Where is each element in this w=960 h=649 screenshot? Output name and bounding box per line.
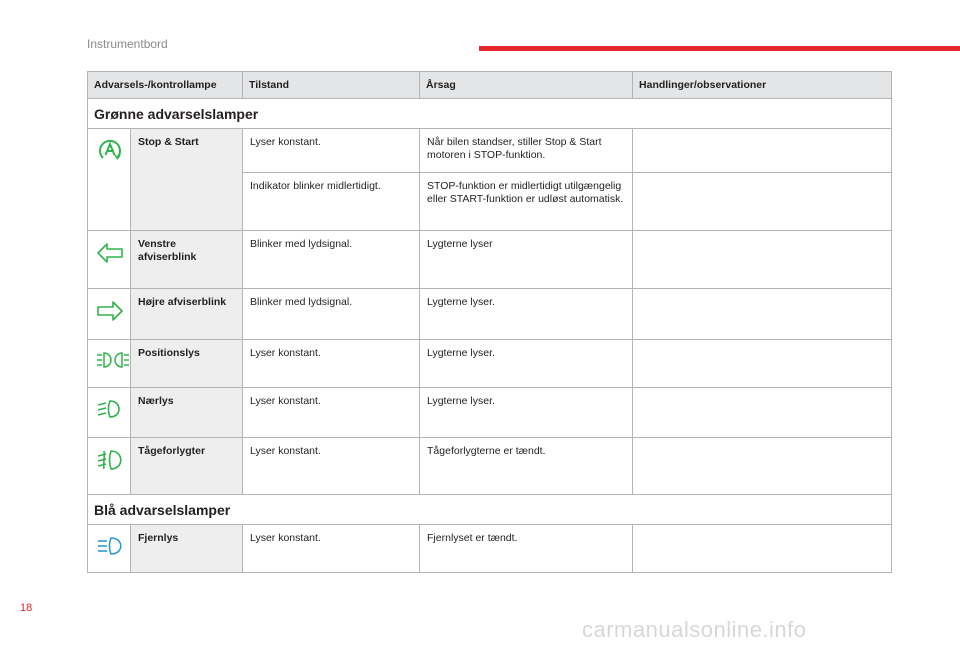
accent-bar <box>479 46 960 51</box>
page-number: 18 <box>20 602 33 614</box>
cause-cell: Lygterne lyser <box>420 231 633 289</box>
table-row <box>88 525 892 573</box>
cause-cell: Tågeforlygterne er tændt. <box>420 438 633 495</box>
dipped-beam-icon <box>88 388 131 438</box>
action-cell <box>633 525 892 573</box>
action-cell <box>633 340 892 388</box>
section-header: Instrumentbord <box>87 37 168 51</box>
cause-cell: Fjernlyset er tændt. <box>420 525 633 573</box>
lamp-name: Stop & Start <box>131 129 243 231</box>
group-title-green: Grønne advarselslamper <box>88 99 892 129</box>
lamp-name: Tågeforlygter <box>131 438 243 495</box>
column-header-lamp: Advarsels-/kontrollampe <box>88 72 243 99</box>
state-cell: Lyser konstant. <box>243 129 420 173</box>
state-cell: Blinker med lydsignal. <box>243 231 420 289</box>
state-cell: Lyser konstant. <box>243 525 420 573</box>
group-title-blue: Blå advarselslamper <box>88 495 892 525</box>
lamp-name: Venstre afviserblink <box>131 231 243 289</box>
column-header-action: Handlinger/observationer <box>633 72 892 99</box>
lamp-name: Højre afviserblink <box>131 289 243 340</box>
warning-lamps-table <box>87 71 892 573</box>
lamp-name: Positionslys <box>131 340 243 388</box>
action-cell <box>633 173 892 231</box>
state-cell: Blinker med lydsignal. <box>243 289 420 340</box>
table-row <box>88 388 892 438</box>
cause-cell: STOP-funktion er midlertidigt utilgængelig eller START-funktion er udløst automatisk. <box>420 173 633 231</box>
action-cell <box>633 388 892 438</box>
lamp-name: Fjernlys <box>131 525 243 573</box>
group-row-green <box>88 99 892 129</box>
state-cell: Lyser konstant. <box>243 438 420 495</box>
action-cell <box>633 129 892 173</box>
cause-cell: Lygterne lyser. <box>420 340 633 388</box>
table-header-row <box>88 72 892 99</box>
table-row <box>88 289 892 340</box>
left-turn-indicator-icon <box>88 231 131 289</box>
group-row-blue <box>88 495 892 525</box>
cause-cell: Når bilen standser, stiller Stop & Start motoren i STOP-funktion. <box>420 129 633 173</box>
column-header-cause: Årsag <box>420 72 633 99</box>
state-cell: Indikator blinker midlertidigt. <box>243 173 420 231</box>
table-row <box>88 340 892 388</box>
right-turn-indicator-icon <box>88 289 131 340</box>
action-cell <box>633 231 892 289</box>
cause-cell: Lygterne lyser. <box>420 289 633 340</box>
state-cell: Lyser konstant. <box>243 340 420 388</box>
action-cell <box>633 289 892 340</box>
side-lights-icon <box>88 340 131 388</box>
stop-start-icon <box>88 129 131 231</box>
table-row <box>88 129 892 173</box>
state-cell: Lyser konstant. <box>243 388 420 438</box>
action-cell <box>633 438 892 495</box>
table-row <box>88 231 892 289</box>
watermark: carmanualsonline.info <box>582 617 807 642</box>
lamp-name: Nærlys <box>131 388 243 438</box>
table-row <box>88 438 892 495</box>
front-fog-lamp-icon <box>88 438 131 495</box>
main-beam-icon <box>88 525 131 573</box>
cause-cell: Lygterne lyser. <box>420 388 633 438</box>
column-header-state: Tilstand <box>243 72 420 99</box>
